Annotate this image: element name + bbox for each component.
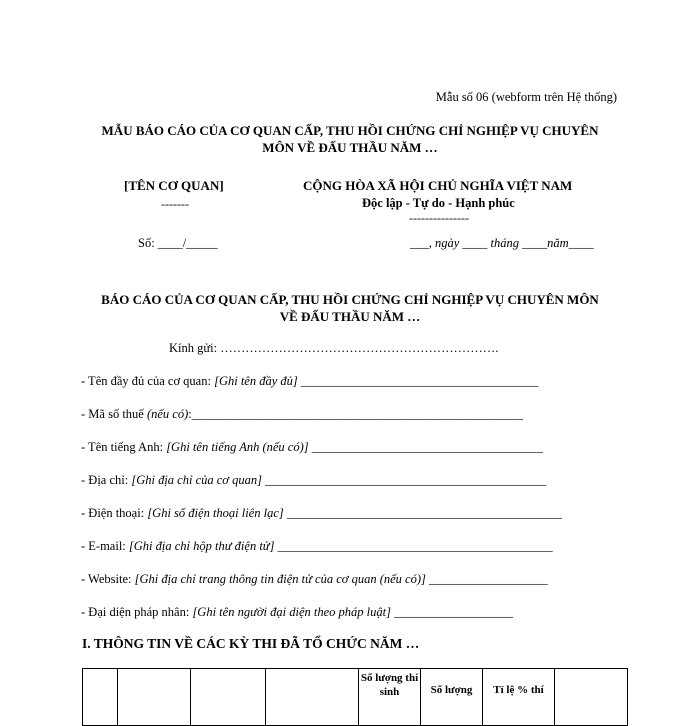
field-website [81, 572, 548, 587]
field-hint: [Ghi tên tiếng Anh (nếu có)] [166, 440, 309, 454]
field-hint: [Ghi tên người đại diện theo pháp luật] [192, 605, 391, 619]
exam-info-table [82, 668, 628, 726]
field-address [81, 473, 546, 488]
field-blank: ___________________ [391, 605, 513, 619]
field-label: - Tên tiếng Anh: [81, 440, 167, 454]
table-header-cell [83, 669, 118, 726]
form-number: Mẫu số 06 (webform trên Hệ thống) [435, 90, 617, 104]
table-header-cell [555, 669, 628, 726]
field-label: - Điện thoại: [81, 506, 148, 520]
field-label: - Tên đầy đủ của cơ quan: [81, 374, 215, 388]
field-label: - Mã số thuế [81, 407, 147, 421]
national-motto: Độc lập - Tự do - Hạnh phúc [362, 196, 515, 210]
field-label: - Địa chỉ: [81, 473, 132, 487]
national-name: CỘNG HÒA XÃ HỘI CHỦ NGHĨA VIỆT NAM [303, 178, 573, 193]
field-hint: [Ghi địa chỉ trang thông tin điện tử của cơ quan (nếu có)] [134, 572, 426, 586]
field-email [81, 539, 553, 554]
table-header-cell [118, 669, 191, 726]
field-blank: _____________________________________________ [261, 473, 547, 487]
field-hint: [Ghi tên đầy đủ] [214, 374, 298, 388]
field-blank: ______________________________________ [297, 374, 539, 388]
section-1-heading: I. THÔNG TIN VỀ CÁC KỲ THI ĐÃ TỔ CHỨC NĂM … [82, 636, 420, 651]
field-blank: ____________________________________________ [283, 506, 562, 520]
field-phone [81, 506, 562, 521]
field-blank: ___________________ [425, 572, 548, 586]
agency-underline: ------- [161, 197, 189, 211]
date-line: ___, ngày ____ tháng ____năm____ [410, 236, 594, 250]
table-header-cell: Số lượng thí sinh [359, 669, 421, 726]
agency-name: [TÊN CƠ QUAN] [124, 178, 224, 193]
field-label: - E-mail: [81, 539, 129, 553]
table-header-row [83, 669, 628, 726]
field-english-name [81, 440, 543, 455]
field-hint: [Ghi số điện thoại liên lạc] [147, 506, 284, 520]
form-title-line-2: MÔN VỀ ĐẤU THẦU NĂM … [262, 140, 438, 155]
table-header-cell [191, 669, 266, 726]
report-title-line-2: VỀ ĐẤU THẦU NĂM … [279, 309, 421, 324]
reference-number: Số: ____/_____ [138, 236, 218, 250]
recipient-line: Kính gửi: …………………………………………………………. [169, 341, 499, 355]
table-header-cell [266, 669, 359, 726]
table-header-cell: Số lượng [421, 669, 483, 726]
motto-underline: --------------- [409, 211, 469, 225]
field-blank: _____________________________________ [308, 440, 544, 454]
form-title-line-1: MẪU BÁO CÁO CỦA CƠ QUAN CẤP, THU HỒI CHỨNG CHỈ NGHIỆP VỤ CHUYÊN [101, 123, 599, 138]
field-blank: :_____________________________________________________ [188, 407, 523, 421]
field-label: - Website: [81, 572, 135, 586]
field-hint: [Ghi địa chỉ của cơ quan] [131, 473, 262, 487]
report-title [0, 291, 700, 325]
field-full-name [81, 374, 538, 389]
field-legal-representative [81, 605, 513, 620]
field-blank: ____________________________________________ [274, 539, 553, 553]
report-title-line-1: BÁO CÁO CỦA CƠ QUAN CẤP, THU HỒI CHỨNG CHỈ NGHIỆP VỤ CHUYÊN MÔN [101, 292, 599, 307]
field-hint: [Ghi địa chỉ hộp thư điện tử] [128, 539, 275, 553]
field-tax-code [81, 407, 523, 422]
form-title [0, 122, 700, 156]
field-hint: (nếu có) [146, 407, 189, 421]
field-label: - Đại diện pháp nhân: [81, 605, 193, 619]
table-header-cell: Tỉ lệ % thí [483, 669, 555, 726]
